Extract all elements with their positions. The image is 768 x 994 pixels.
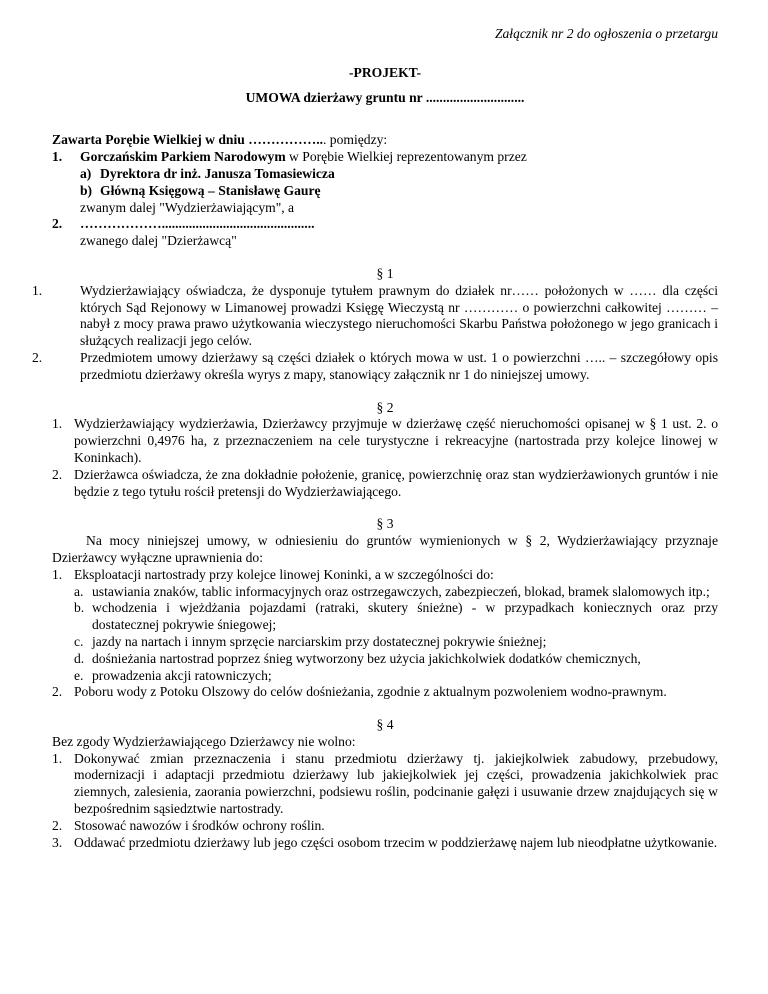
section-4-item	[52, 818, 718, 835]
intro-bold: Zawarta Porębie Wielkiej w dniu ……………..	[52, 132, 323, 148]
item-number: 1.	[52, 750, 63, 766]
section-3-subitem	[52, 584, 718, 601]
item-number: 1.	[32, 282, 43, 298]
rep-b-text: Główną Księgową – Stanisławę Gaurę	[100, 182, 321, 198]
item-number: 3.	[52, 834, 63, 850]
item-text: Stosować nawozów i środków ochrony roślin.	[74, 817, 325, 833]
annex-note: Załącznik nr 2 do ogłoszenia o przetargu	[494, 26, 718, 41]
section-4-heading: § 4	[376, 717, 394, 733]
section-3-heading: § 3	[376, 516, 394, 532]
item-text: Wydzierżawiający wydzierżawia, Dzierżawcy przyjmuje w dzierżawę część nieruchomości opisanej w § 1 ust. 2. o powierzchni 0,4976 ha, z przeznaczeniem na cele turystyczne i rekreacyjne (nartostrada przy kolejce linowej w Koninkach).	[74, 416, 718, 465]
subitem-letter: e.	[74, 667, 84, 683]
project-label: -PROJEKT-	[348, 64, 421, 80]
item-number: 2.	[52, 684, 63, 700]
party-2-number: 2.	[52, 216, 63, 232]
party-1-rest: w Porębie Wielkiej reprezentowanym przez	[285, 149, 527, 165]
party-2-called: zwanego dalej "Dzierżawcą"	[80, 233, 237, 249]
section-3-item	[52, 567, 718, 584]
section-3-subitem	[52, 600, 718, 634]
party-2	[52, 216, 718, 250]
item-number: 2.	[32, 349, 43, 365]
party-1	[52, 149, 718, 216]
section-3-item	[52, 684, 718, 701]
item-text: Dzierżawca oświadcza, że zna dokładnie położenie, granicę, powierzchnię oraz stan wydzierżawionych gruntów i nie będzie z tego tytułu rościł pretensji do Wydzierżawiającego.	[74, 466, 718, 499]
subitem-letter: d.	[74, 650, 85, 666]
section-4-item	[52, 835, 718, 852]
item-text: Przedmiotem umowy dzierżawy są części działek o których mowa w ust. 1 o powierzchni ….. – szczegółowy opis przedmiotu dzierżawy określa wyrys z mapy, stanowiący załącznik nr 1 do niniejszej umowy.	[80, 349, 718, 382]
subitem-text: dośnieżania nartostrad poprzez śnieg wytworzony bez użycia jakichkolwiek dodatków chemicznych,	[92, 650, 641, 666]
section-3-subitem	[52, 668, 718, 685]
subitem-text: wchodzenia i wjeżdżania pojazdami (ratraki, skutery śnieżne) - w przypadkach koniecznych oraz przy dostatecznej pokrywie śniegowej;	[92, 600, 718, 633]
section-1-heading: § 1	[376, 265, 394, 281]
item-text: Oddawać przedmiotu dzierżawy lub jego części osobom trzecim w poddzierżawę najem lub nieodpłatne użytkowanie.	[74, 834, 718, 850]
party-1-called: zwanym dalej "Wydzierżawiającym", a	[80, 199, 295, 215]
section-4-item	[52, 751, 718, 818]
item-number: 1.	[52, 416, 63, 432]
party-1-rep-b	[80, 183, 527, 200]
item-number: 2.	[52, 817, 63, 833]
section-3-subitem	[52, 651, 718, 668]
subitem-letter: b.	[74, 600, 85, 616]
section-1-item	[32, 350, 718, 384]
section-2-heading: § 2	[376, 399, 394, 415]
item-text: Wydzierżawiający oświadcza, że dysponuje tytułem prawnym do działek nr…… położonych w …… dla części których Sąd Rejonowy w Limanowej prowadzi Księgę Wieczystą nr ………… o powierzchni całkowitej ……… – nabył z mocy prawa prawo użytkowania wieczystego nieruchomości Skarbu Państwa położonego w jego granicach i służących realizacji jego celów.	[80, 282, 718, 349]
party-1-name: Gorczańskim Parkiem Narodowym	[80, 149, 286, 165]
item-number: 1.	[52, 566, 63, 582]
subitem-letter: a.	[74, 583, 84, 599]
section-2-item	[52, 467, 718, 501]
party-2-name: ……………….............................................	[80, 216, 315, 232]
rep-b-number: b)	[80, 182, 93, 198]
party-1-rep-a	[80, 166, 527, 183]
subitem-letter: c.	[74, 633, 84, 649]
section-1-item	[32, 283, 718, 350]
item-text: Eksploatacji nartostrady przy kolejce linowej Koninki, a w szczególności do:	[74, 566, 494, 582]
intro-rest: . pomiędzy:	[323, 132, 388, 148]
rep-a-number: a)	[80, 165, 92, 181]
item-text: Dokonywać zmian przeznaczenia i stanu przedmiotu dzierżawy tj. jakiejkolwiek zabudowy, przebudowy, modernizacji i adaptacji przedmiotu dzierżawy lub jakiejkolwiek jej części, prowadzenia jakichkolwiek prac ziemnych, zalesienia, zaorania powierzchni, podsiewu roślin, podcinanie gałęzi i usuwanie drzew znajdujących się w bezpośrednim sąsiedztwie nartostrady.	[74, 750, 718, 817]
subitem-text: jazdy na nartach i innym sprzęcie narciarskim przy dostatecznej pokrywie śnieżnej;	[92, 633, 547, 649]
section-2-item	[52, 416, 718, 466]
rep-a-text: Dyrektora dr inż. Janusza Tomasiewicza	[100, 165, 335, 181]
party-1-number: 1.	[52, 149, 63, 165]
contract-title: UMOWA dzierżawy gruntu nr .............................	[245, 89, 525, 105]
subitem-text: ustawiania znaków, tablic informacyjnych oraz ostrzegawczych, zabezpieczeń, blokad, bramek slalomowych itp.;	[92, 583, 710, 599]
subitem-text: prowadzenia akcji ratowniczych;	[92, 667, 272, 683]
item-number: 2.	[52, 466, 63, 482]
item-text: Poboru wody z Potoku Olszowy do celów dośnieżania, zgodnie z aktualnym pozwoleniem wodno-prawnym.	[74, 684, 667, 700]
intro-line	[52, 132, 718, 149]
section-3-intro: Na mocy niniejszej umowy, w odniesieniu do gruntów wymienionych w § 2, Wydzierżawiający przyznaje Dzierżawcy wyłączne uprawnienia do:	[52, 533, 718, 565]
section-4-intro: Bez zgody Wydzierżawiającego Dzierżawcy nie wolno:	[52, 733, 356, 749]
section-3-subitem	[52, 634, 718, 651]
